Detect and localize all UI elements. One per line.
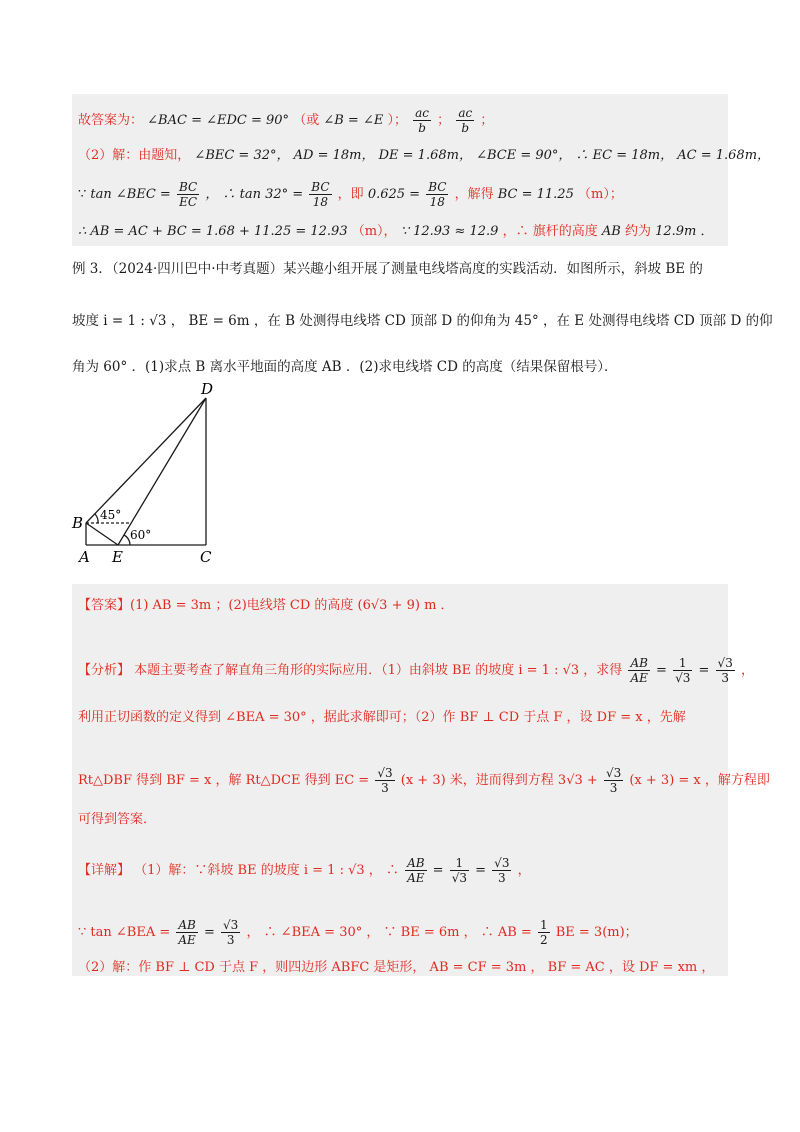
frac-den: 3 xyxy=(609,781,618,795)
answer-line-3 xyxy=(78,180,623,209)
analysis-text-3a: Rt△DBF 得到 BF = x ，解 Rt△DCE 得到 EC = xyxy=(78,773,370,788)
label-a: A xyxy=(79,548,90,566)
conclusion-text: ，∴ 旗杆的高度 xyxy=(502,224,598,239)
bc-result: BC = 11.25 xyxy=(497,187,574,202)
analysis-text-3b: (x + 3) 米，进而得到方程 3√3 + xyxy=(400,773,598,788)
frac-num: 1 xyxy=(539,918,548,932)
problem-line-1: 例 3．（2024·四川巴中·中考真题）某兴趣小组开展了测量电线塔高度的实践活动．如图所示，斜坡 BE 的 xyxy=(72,261,703,277)
frac-num: √3 xyxy=(494,856,510,870)
detail-line-1: 【详解】 （1）解：∵斜坡 BE 的坡度 i = 1 : √3 ， ∴ $\frac{AB}{AE}$ = $\frac{1}{√3}$ = $\frac{√3}{3}$ ， xyxy=(78,856,531,885)
label-b: B xyxy=(72,514,84,532)
frac-num: √3 xyxy=(717,656,733,670)
label-e: E xyxy=(112,548,123,566)
angle-label-45: 45° xyxy=(100,508,122,522)
tan32-expression: ， ∴ tan 32° = xyxy=(205,187,304,202)
segment-bd xyxy=(86,398,206,523)
analysis-text-3c: (x + 3) = x ，解方程即 xyxy=(629,773,770,788)
fraction-bc-18 xyxy=(309,180,331,209)
detail-line-3: （2）解：作 BF ⊥ CD 于点 F ，则四边形 ABFC 是矩形， AB = CF = 3m ， BF = AC ，设 DF = xm ， xyxy=(78,960,715,975)
frac-num: BC xyxy=(178,180,198,194)
part2-label: （2）解：由题知， xyxy=(78,148,191,163)
because-symbol: ∵ xyxy=(78,187,87,202)
frac-den: √3 xyxy=(675,671,691,685)
answer-line-4 xyxy=(78,222,714,242)
value-expression: 0.625 = xyxy=(367,187,421,202)
fraction-sqrt3-3-d xyxy=(492,856,511,885)
frac-num: 1 xyxy=(450,856,469,871)
label-c: C xyxy=(200,548,212,566)
fraction-bc-ec xyxy=(177,180,199,209)
angle-arc-45 xyxy=(95,514,98,523)
label-d: D xyxy=(201,380,214,398)
analysis-line-4: 可得到答案． xyxy=(78,812,157,827)
analysis-line-1: 【分析】 本题主要考查了解直角三角形的实际应用．（1）由斜坡 BE 的坡度 i = 1 : √3 ，求得 $\frac{AB}{AE}$ = $\frac{1}{√3}$ = $\frac{√3}{3}$ ， xyxy=(78,656,754,685)
detail-text-2b: ， ∴ ∠BEA = 30° ， ∵ BE = 6m ， ∴ AB = xyxy=(246,925,532,940)
frac-num: ac xyxy=(458,106,473,120)
frac-num: √3 xyxy=(605,766,622,780)
analysis-label: 【分析】 xyxy=(78,663,131,678)
fraction-ab-ae-3 xyxy=(176,918,197,947)
angle-equation: ∠BAC = ∠EDC = 90° xyxy=(147,113,290,128)
fraction-sqrt3-3-e xyxy=(221,918,240,947)
conclusion-end: 约为 xyxy=(624,224,651,239)
approx-expression: ∵ 12.93 ≈ 12.9 xyxy=(400,224,499,239)
frac-den: 3 xyxy=(497,871,506,885)
analysis-text-1: 本题主要考查了解直角三角形的实际应用．（1）由斜坡 BE 的坡度 i = 1 : √3 ，求得 xyxy=(134,663,623,678)
problem-line-3: 角为 60° ．(1)求点 B 离水平地面的高度 AB ．(2)求电线塔 CD 的高度（结果保留根号）． xyxy=(72,359,618,375)
frac-num: ac xyxy=(415,106,430,120)
frac-den: AE xyxy=(178,933,196,947)
detail-text-2a: ∵ tan ∠BEA = xyxy=(78,925,171,940)
frac-den: AE xyxy=(630,671,648,685)
frac-num: 1 xyxy=(673,656,692,671)
fraction-sqrt3-3 xyxy=(716,656,735,685)
frac-den: 3 xyxy=(381,781,389,795)
frac-den: 18 xyxy=(312,195,329,209)
answer-line-2 xyxy=(78,146,770,166)
analysis-line-2: 利用正切函数的定义得到 ∠BEA = 30° ，据此求解即可；（2）作 BF ⊥ CD 于点 F ，设 DF = x ，先解 xyxy=(78,710,686,725)
frac-den: 18 xyxy=(429,195,445,209)
fraction-sqrt3-3-c xyxy=(604,766,623,795)
fraction-ab-ae-2 xyxy=(405,856,426,885)
frac-den: AE xyxy=(407,871,425,885)
frac-num: √3 xyxy=(223,918,239,932)
angle-label-60: 60° xyxy=(130,528,152,542)
geometry-figure xyxy=(60,380,240,570)
frac-den: b xyxy=(461,121,470,135)
unit-m: （m）； xyxy=(578,187,623,202)
fraction-sqrt3-3-b xyxy=(375,766,394,795)
segment-be xyxy=(86,523,118,545)
comma: ， xyxy=(517,863,531,878)
fraction-ac-b-2 xyxy=(456,106,474,135)
detail-line-2: ∵ tan ∠BEA = $\frac{AB}{AE}$ = $\frac{√3}{3}$ ， ∴ ∠BEA = 30° ， ∵ BE = 6m ， ∴ AB = $\frac{1}{2}$ BE = 3(m)； xyxy=(78,918,638,947)
paren-open: （或 xyxy=(293,113,320,128)
answer-line-1 xyxy=(78,106,493,135)
frac-den: 3 xyxy=(721,671,729,685)
detail-label: 【详解】 xyxy=(78,863,131,878)
height-value: 12.9m xyxy=(655,224,697,239)
frac-den: EC xyxy=(179,195,198,209)
detail-text-2c: BE = 3(m)； xyxy=(555,925,638,940)
frac-den: b xyxy=(418,121,426,135)
fraction-one-half xyxy=(538,918,550,947)
fraction-ab-ae xyxy=(628,656,649,685)
ab-sum: ∴ AB = AC + BC = 1.68 + 11.25 = 12.93 xyxy=(78,224,348,239)
comma: ， xyxy=(740,663,754,678)
analysis-line-3 xyxy=(78,766,770,795)
frac-num: BC xyxy=(428,180,447,194)
frac-num: AB xyxy=(178,918,196,932)
ab-label: AB xyxy=(601,224,621,239)
problem-line-2: 坡度 i = 1 : √3 ， BE = 6m ，在 B 处测得电线塔 CD 顶部 D 的仰角为 45° ，在 E 处测得电线塔 CD 顶部 D 的仰 xyxy=(72,313,773,329)
fraction-bc-18-b xyxy=(426,180,448,209)
solve-label: ，解得 xyxy=(454,187,494,202)
answer-label: 故答案为： xyxy=(78,113,144,128)
frac-den: 3 xyxy=(226,933,235,947)
paren-close: ）； xyxy=(387,113,407,128)
ji-label: ，即 xyxy=(337,187,364,202)
frac-den: 2 xyxy=(539,933,548,947)
segment-ed xyxy=(118,398,206,545)
period: ． xyxy=(700,224,714,239)
fraction-1-sqrt3-2 xyxy=(450,856,469,885)
alt-equation: ∠B = ∠E xyxy=(323,113,384,128)
given-values: ∠BEC = 32°， AD = 18m， DE = 1.68m， ∠BCE = 90°， ∴ EC = 18m， AC = 1.68m， xyxy=(194,148,771,163)
frac-num: BC xyxy=(311,180,330,194)
unit-m: （m）， xyxy=(351,224,397,239)
frac-num: AB xyxy=(630,656,648,670)
tan-expression: tan ∠BEC = xyxy=(90,187,171,202)
frac-den: √3 xyxy=(451,871,467,885)
answer-summary: 【答案】(1) AB = 3m ；(2)电线塔 CD 的高度 (6√3 + 9) m ． xyxy=(78,598,454,613)
fraction-1-sqrt3 xyxy=(673,656,692,685)
separator: ； xyxy=(480,113,494,128)
detail-text-1: （1）解：∵斜坡 BE 的坡度 i = 1 : √3 ， ∴ xyxy=(134,863,399,878)
frac-num: √3 xyxy=(377,766,393,780)
frac-num: AB xyxy=(407,856,425,870)
separator: ； xyxy=(437,113,451,128)
fraction-ac-b xyxy=(413,106,431,135)
